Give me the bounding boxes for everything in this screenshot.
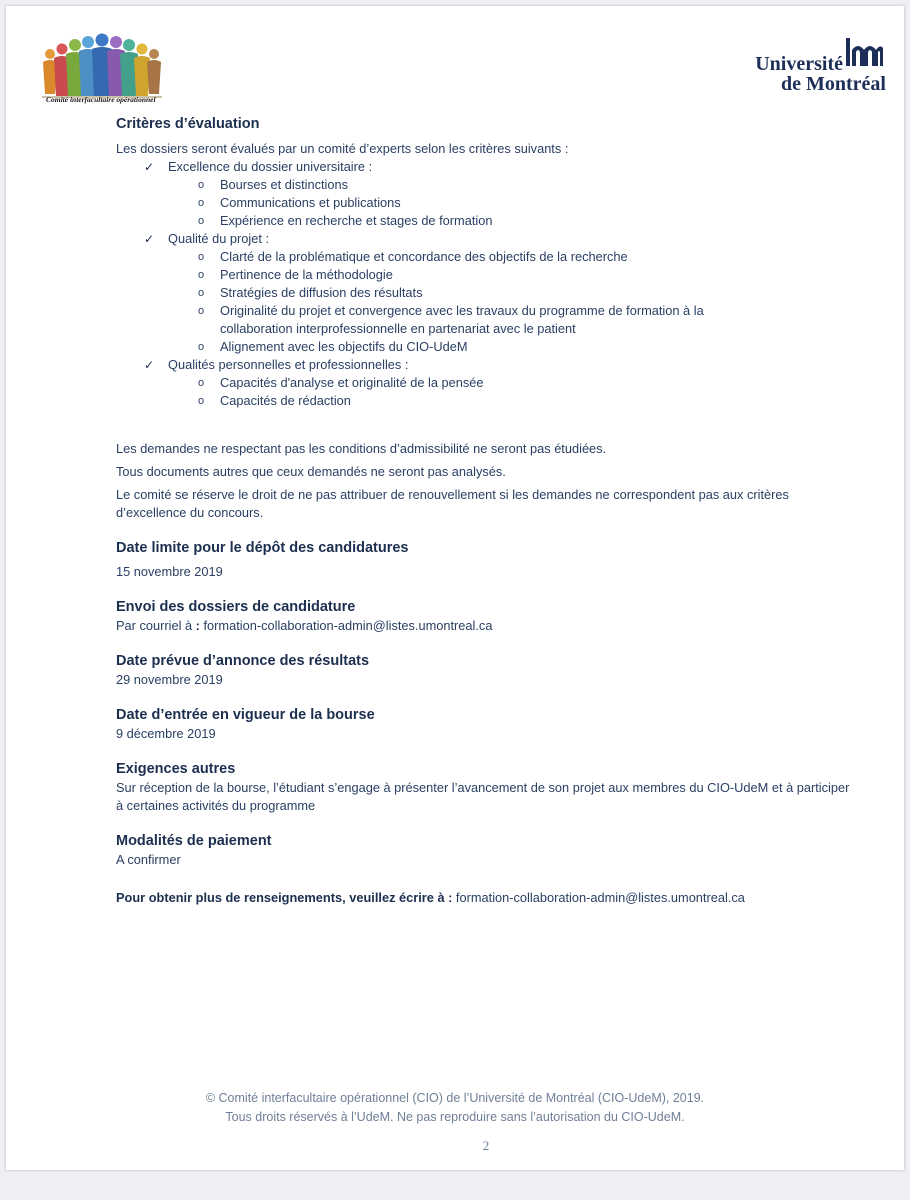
contact-line	[116, 889, 856, 907]
criteria-group-label: Qualités personnelles et professionnelles :	[168, 357, 409, 372]
contact-email-link[interactable]: formation-collaboration-admin@listes.umontreal.ca	[452, 890, 745, 905]
checkmark-icon: ✓	[144, 160, 155, 174]
other-requirements-title: Exigences autres	[116, 761, 236, 777]
other-requirements-value: Sur réception de la bourse, l’étudiant s’engage à présenter l’avancement de son projet aux membres du CIO-UdeM et à participer à certaines activités du programme	[116, 780, 850, 813]
circle-bullet-icon: o	[198, 287, 205, 299]
criteria-group	[116, 356, 856, 410]
deadline-title: Date limite pour le dépôt des candidatures	[116, 540, 409, 556]
list-item: o Alignement avec les objectifs du CIO-UdeM	[198, 339, 468, 354]
circle-bullet-icon: o	[198, 395, 205, 407]
submission-colon: :	[195, 618, 204, 633]
note-documents: Tous documents autres que ceux demandés ne seront pas analysés.	[116, 464, 506, 479]
cio-logo-caption: Comité interfacultaire opérationnel	[46, 95, 156, 104]
submission-email-link[interactable]: formation-collaboration-admin@listes.umontreal.ca	[203, 618, 493, 633]
page-number: 2	[482, 1138, 490, 1153]
udem-logo	[726, 36, 886, 98]
list-item: o Capacités d'analyse et originalité de la pensée	[198, 375, 484, 390]
submission-prefix: Par courriel à	[116, 618, 196, 633]
circle-bullet-icon: o	[198, 341, 205, 353]
footer-rights: Tous droits réservés à l’UdeM. Ne pas reproduire sans l’autorisation du CIO-UdeM.	[225, 1110, 685, 1124]
criteria-list	[116, 158, 856, 410]
udem-name-line1: Université	[755, 53, 843, 75]
udem-name-line2: de Montréal	[781, 73, 886, 95]
criteria-group-label: Excellence du dossier universitaire :	[168, 159, 373, 174]
submission-title: Envoi des dossiers de candidature	[116, 599, 356, 615]
circle-bullet-icon: o	[198, 305, 205, 317]
list-item: o Pertinence de la méthodologie	[198, 267, 393, 282]
criteria-group	[116, 158, 856, 230]
footer-copyright: © Comité interfacultaire opérationnel (CIO) de l’Université de Montréal (CIO-UdeM), 2019.	[205, 1091, 705, 1105]
circle-bullet-icon: o	[198, 179, 205, 191]
criteria-title: Critères d’évaluation	[116, 116, 260, 132]
payment-value: A confirmer	[116, 852, 181, 867]
circle-bullet-icon: o	[198, 251, 205, 263]
effective-title: Date d’entrée en vigueur de la bourse	[116, 707, 375, 723]
criteria-group	[116, 230, 856, 356]
criteria-sublist	[168, 176, 856, 230]
criteria-intro: Les dossiers seront évalués par un comité d’experts selon les critères suivants :	[116, 141, 569, 156]
list-item: o Expérience en recherche et stages de formation	[198, 213, 493, 228]
list-item: o Communications et publications	[198, 195, 401, 210]
list-item: o Clarté de la problématique et concordance des objectifs de la recherche	[198, 249, 628, 264]
circle-bullet-icon: o	[198, 215, 205, 227]
list-item: o Originalité du projet et convergence avec les travaux du programme de formation à la collaboration interprofessionnelle en partenariat avec le patient	[198, 303, 704, 336]
checkmark-icon: ✓	[144, 358, 155, 372]
circle-bullet-icon: o	[198, 377, 205, 389]
list-item: o Stratégies de diffusion des résultats	[198, 285, 423, 300]
criteria-sublist	[168, 248, 856, 356]
list-item: o Capacités de rédaction	[198, 393, 351, 408]
criteria-group-label: Qualité du projet :	[168, 231, 270, 246]
document-page	[6, 6, 904, 1170]
effective-value: 9 décembre 2019	[116, 726, 216, 741]
checkmark-icon: ✓	[144, 232, 155, 246]
results-value: 29 novembre 2019	[116, 672, 223, 687]
contact-label: Pour obtenir plus de renseignements, veuillez écrire à :	[116, 890, 453, 905]
circle-bullet-icon: o	[198, 197, 205, 209]
page-footer	[6, 1089, 904, 1127]
submission-line	[116, 617, 856, 635]
deadline-value: 15 novembre 2019	[116, 564, 223, 579]
list-item: o Bourses et distinctions	[198, 177, 349, 192]
note-renewal: Le comité se réserve le droit de ne pas attribuer de renouvellement si les demandes ne correspondent pas aux critères d’excellence du concours.	[116, 487, 789, 520]
payment-title: Modalités de paiement	[116, 833, 272, 849]
document-content	[116, 114, 856, 907]
criteria-sublist	[168, 374, 856, 410]
results-title: Date prévue d’annonce des résultats	[116, 653, 370, 669]
circle-bullet-icon: o	[198, 269, 205, 281]
note-admissibility: Les demandes ne respectant pas les conditions d’admissibilité ne seront pas étudiées.	[116, 441, 607, 456]
